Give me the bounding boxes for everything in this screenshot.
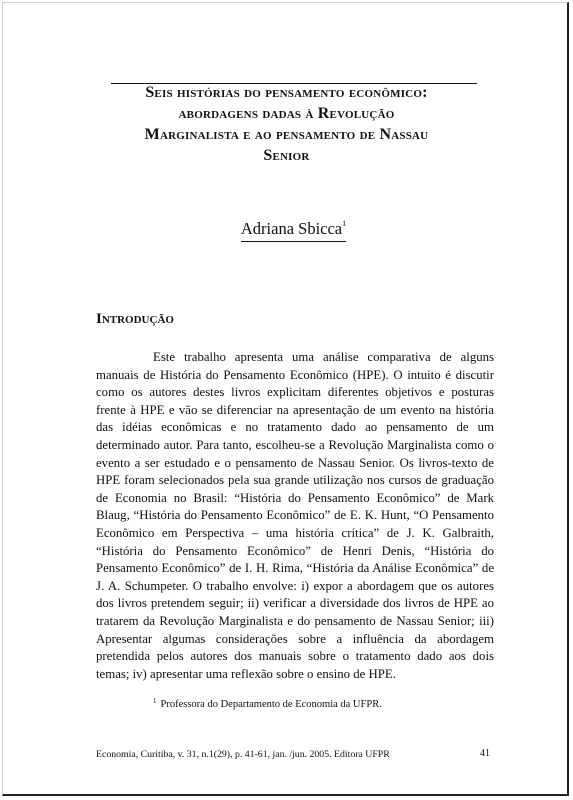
journal-citation: Economia, Curitiba, v. 31, n.1(29), p. 41-61, jan. /jun. 2005. Editora UFPR [96, 749, 390, 760]
page-number: 41 [480, 748, 490, 759]
intro-paragraph: Este trabalho apresenta uma análise comparativa de alguns manuais de História do Pensamento Econômico (HPE). O intuito é discutir como os autores destes livros explicitam diferentes objetivos e posturas frente à HPE e vão se diferenciar na apresentação de um evento na história das idéias econômicas e no tratamento dado ao pensamento de um determinado autor. Para tanto, escolheu-se a Revolução Marginalista como o evento a ser estudado e o pensamento de Nassau Senior. Os livros-texto de HPE foram selecionados pela sua grande utilização nos cursos de graduação de Economia no Brasil: “História do Pensamento Econômico” de Mark Blaug, “História do Pensamento Econômico” de E. K. Hunt, “O Pensamento Econômico em Perspectiva – uma história crítica” de J. K. Galbraith, “História do Pensamento Econômico” de Henri Denis, “História do Pensamento Econômico” de I. H. Rima, “História da Análise Econômica” de J. A. Schumpeter. O trabalho envolve: i) expor a abordagem que os autores dos livros pretendem seguir; ii) verificar a diversidade dos livros de HPE ao tratarem da Revolução Marginalista e do pensamento de Nassau Senior; iii) Apresentar algumas considerações sobre a influência da abordagem pretendida pelos autores dos manuais sobre o tratamento dado aos dois temas; iv) apresentar uma reflexão sobre o ensino de HPE. [96, 350, 494, 681]
section-heading: Introdução [96, 311, 174, 327]
body-text [96, 349, 494, 683]
author-name: Adriana Sbicca [240, 219, 343, 238]
title-line: abordagens dadas à Revolução [178, 105, 395, 122]
author-footnote-marker[interactable]: 1 [342, 219, 347, 228]
article-title [95, 82, 478, 166]
author-line [241, 219, 346, 242]
footnote-text: Professora do Departamento de Economia da UFPR. [160, 699, 382, 710]
title-line: Marginalista e ao pensamento de Nassau [144, 126, 429, 143]
title-line: Seis histórias do pensamento econômico: [145, 84, 428, 101]
footnote-marker: 1 [153, 697, 157, 705]
footnote [153, 697, 382, 710]
title-line: Senior [263, 147, 310, 164]
author-block [0, 219, 573, 242]
